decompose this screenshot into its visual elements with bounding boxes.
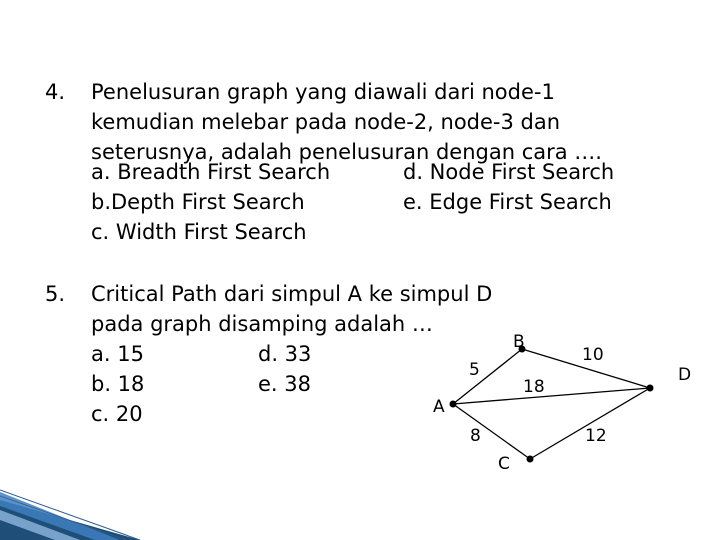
weight-c-d: 12 (585, 426, 607, 446)
edge-a-b (453, 349, 522, 404)
weight-a-b: 5 (469, 360, 480, 380)
node-a-label: A (433, 397, 445, 417)
corner-decoration (0, 450, 140, 540)
question-4-line-2: kemudian melebar pada node-2, node-3 dan (91, 110, 561, 134)
question-4-option-a: a. Breadth First Search (91, 160, 331, 184)
edge-c-d (530, 388, 650, 459)
node-a (450, 401, 457, 408)
weight-b-d: 10 (582, 345, 604, 365)
node-b-label: B (513, 332, 525, 352)
question-4-option-e: e. Edge First Search (403, 190, 612, 214)
node-d (647, 385, 654, 392)
weight-a-d: 18 (523, 377, 545, 397)
node-c (527, 456, 534, 463)
question-5-option-b: b. 18 (91, 372, 145, 396)
question-4-option-d: d. Node First Search (403, 160, 615, 184)
question-4-line-1: Penelusuran graph yang diawali dari node-1 (91, 80, 555, 104)
question-5-option-c: c. 20 (91, 402, 143, 426)
edge-a-d (453, 388, 650, 404)
node-c-label: C (498, 454, 510, 474)
question-4-option-c: c. Width First Search (91, 220, 307, 244)
question-5-option-d: d. 33 (258, 342, 312, 366)
node-d-label: D (678, 365, 692, 385)
question-4-option-b: b.Depth First Search (91, 190, 305, 214)
question-5-option-a: a. 15 (91, 342, 144, 366)
question-4-number: 4. (45, 80, 66, 104)
weight-a-c: 8 (470, 426, 481, 446)
question-5-line-2: pada graph disamping adalah … (91, 312, 433, 336)
question-4-line-3: seterusnya, adalah penelusuran dengan cara …. (91, 140, 602, 164)
question-5-option-e: e. 38 (258, 372, 311, 396)
edge-a-c (453, 404, 530, 459)
question-5-line-1: Critical Path dari simpul A ke simpul D (91, 282, 493, 306)
question-5-number: 5. (45, 282, 66, 306)
